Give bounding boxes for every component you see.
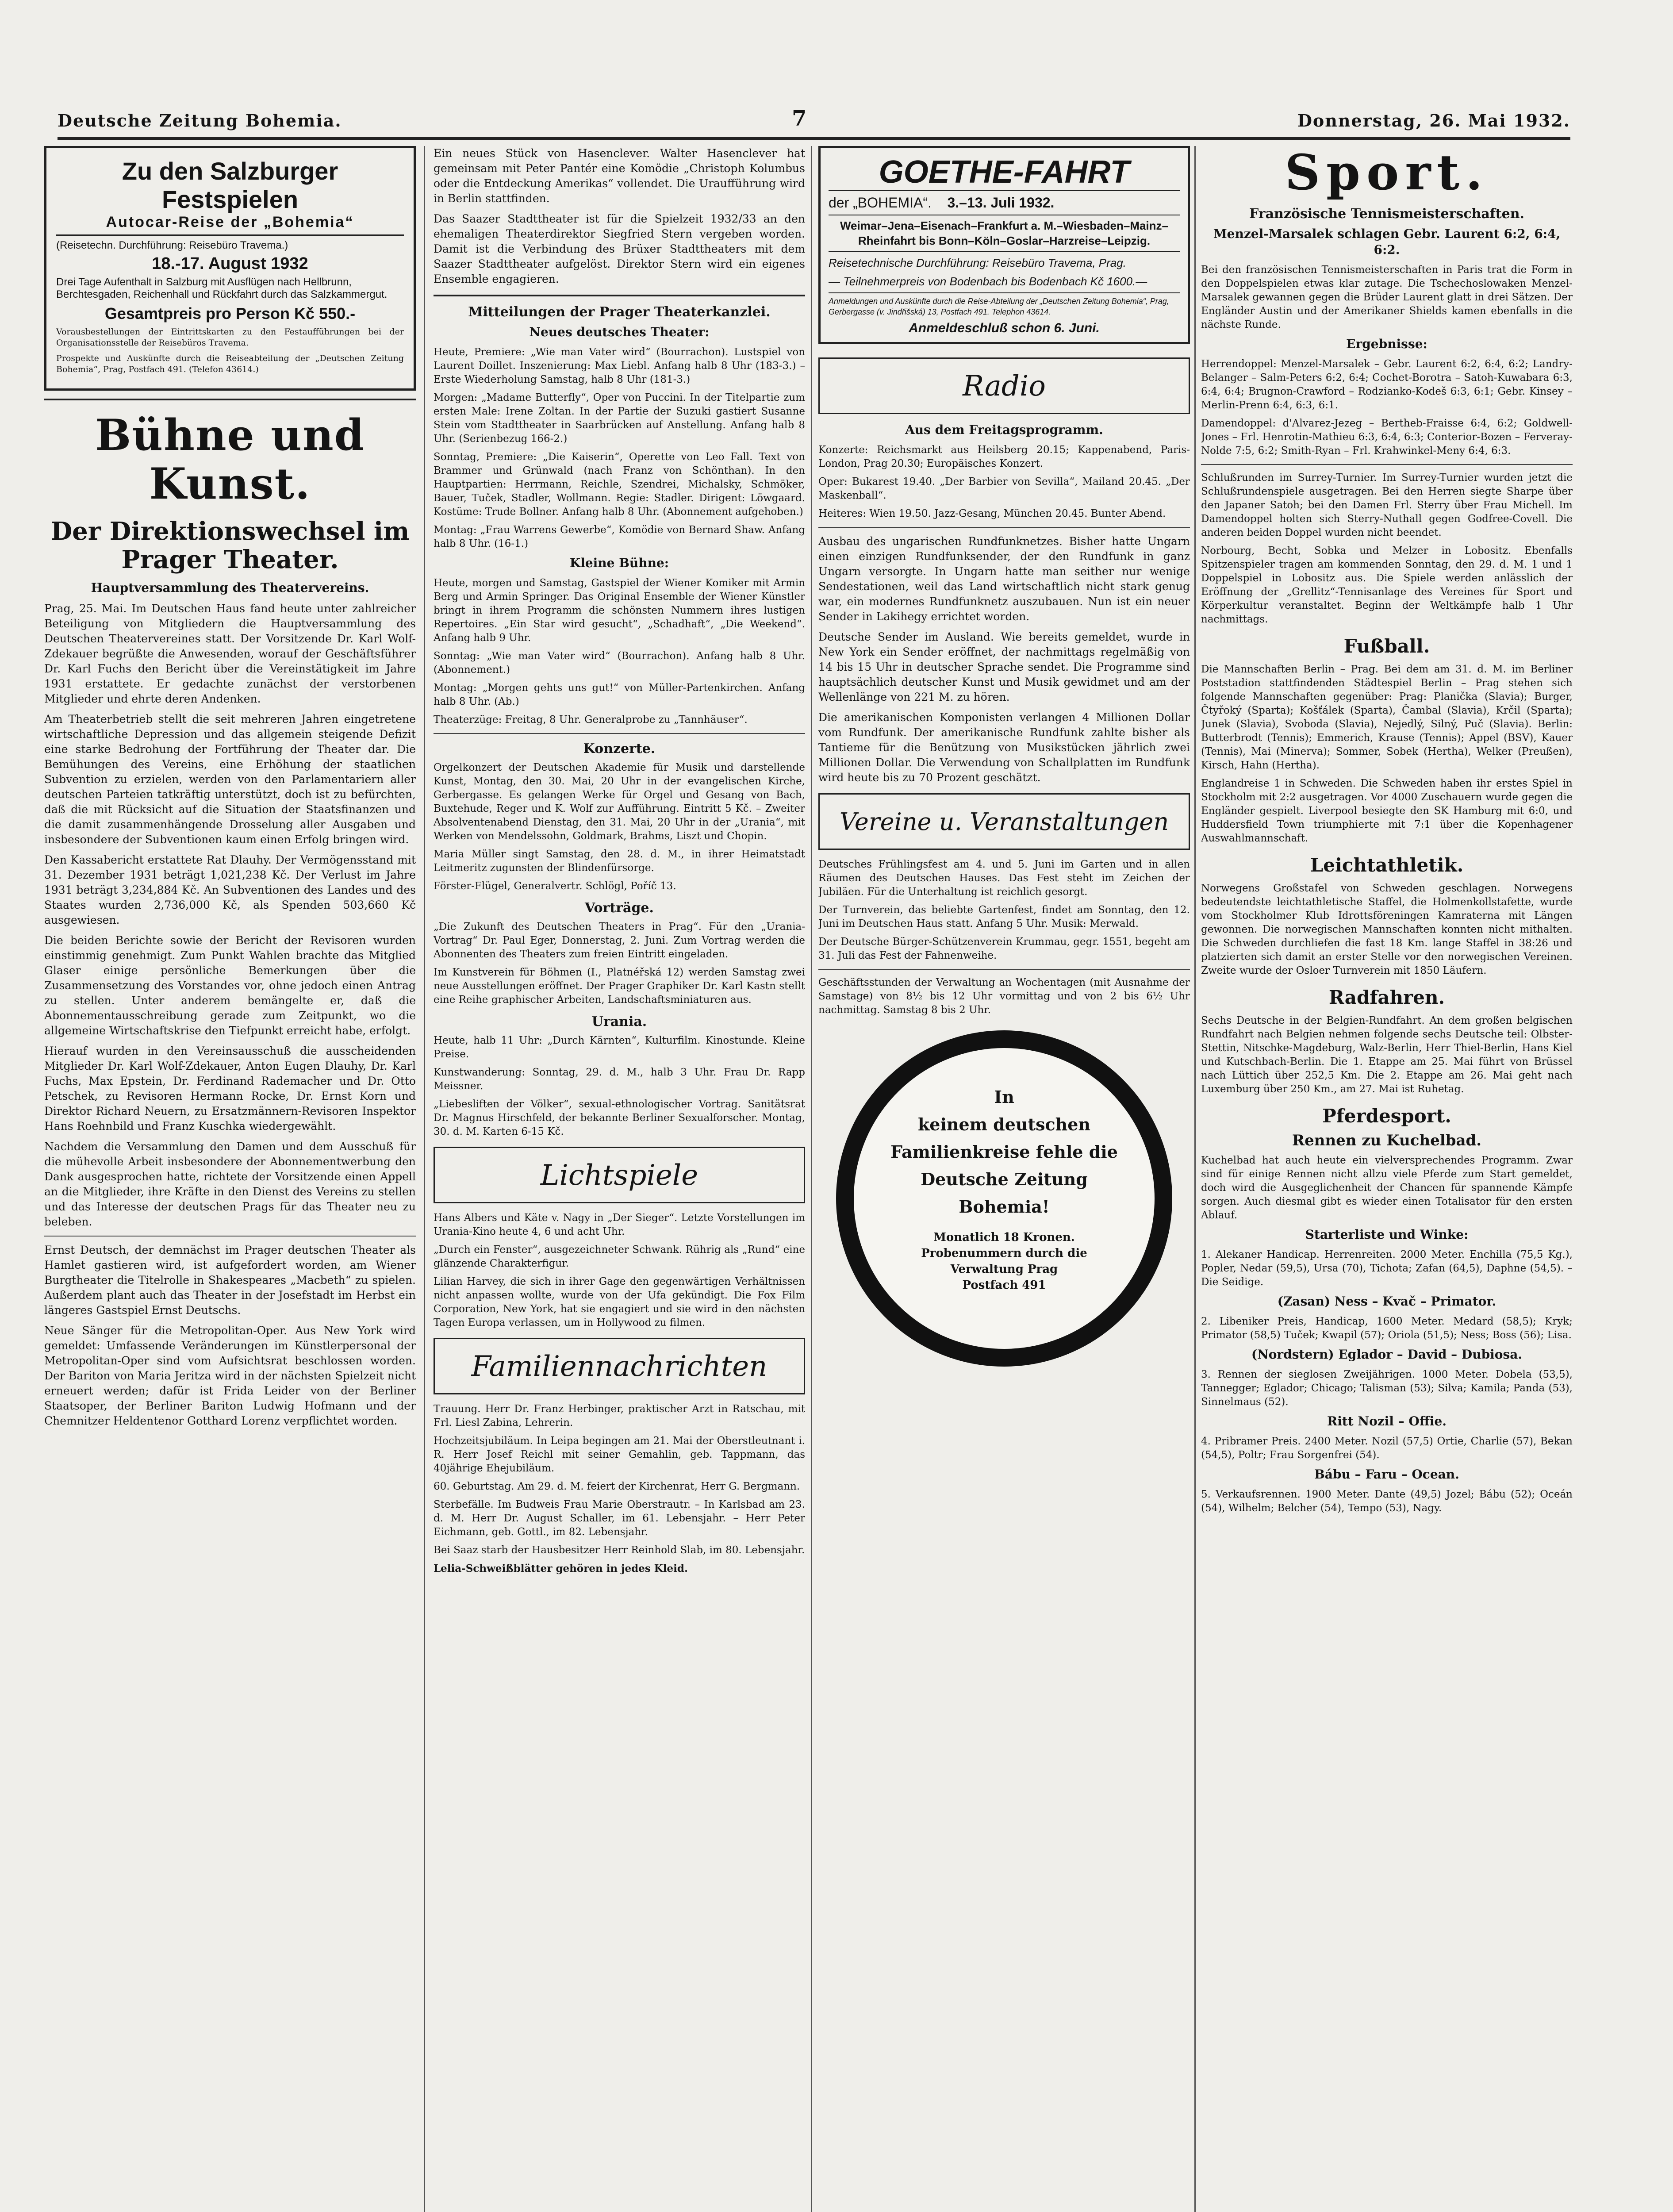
family-item: Trauung. Herr Dr. Franz Herbinger, praktischer Arzt in Ratschau, mit Frl. Liesl Zabina, Lehrerin. xyxy=(434,1403,805,1429)
radio-article: Ausbau des ungarischen Rundfunknetzes. Bisher hatte Ungarn einen einzigen Rundfunksender, der den Rundfunk in ganz Ungarn versorgte. In Ungarn hatte man seither nur wenige Sendestationen, weil das Land wirtschaftlich nicht stark genug war, ein modernes Rundfunknetz auszubauen. Nun ist ein neuer Sender in Lakihegy errichtet worden. xyxy=(818,535,1190,623)
konzert-item: Förster-Flügel, Generalvertr. Schlögl, Poříč 13. xyxy=(434,880,676,892)
divider xyxy=(434,733,805,734)
family-item: Hochzeitsjubiläum. In Leipa begingen am 21. Mai der Oberstleutnant i. R. Herr Josef Reichl mit seiner Gemahlin, geb. Tappmann, das 40jährige Ehejubiläum. xyxy=(434,1435,805,1474)
pferdesport-paragraph: Kuchelbad hat auch heute ein vielversprechendes Programm. Zwar sind für einige Rennen nicht allzu viele Pferde zum Start gemeldet, doch wird die Ausgeglichenheit der Chancen für spannende Kämpfe sorgen. Auch diesmal gibt es wieder einen Totalisator für den ersten Ablauf. xyxy=(1201,1155,1573,1221)
column-divider xyxy=(424,146,425,2212)
divider xyxy=(434,295,805,296)
divider xyxy=(818,527,1190,528)
news-item: Neue Sänger für die Metropolitan-Oper. Aus New York wird gemeldet: Umfassende Veränderungen im Künstlerpersonal der Metropolitan-Oper sind vom Aufsichtsrat beschlossen worden. Der Bariton von Maria Jeritza wird in der nächsten Spielzeit nicht erneuert werden; dafür ist Frida Leider von der Berliner Staatsoper, der Berliner Bariton Ludwig Hofmann und der Chemnitzer Heldentenor Gotthard Lorenz verpflichtet worden. xyxy=(44,1324,416,1427)
urania-heading: Urania. xyxy=(591,1014,647,1029)
fussball-paragraph: Englandreise 1 in Schweden. Die Schweden haben ihr erstes Spiel in Stockholm mit 2:2 ausgetragen. Vor 4000 Zuschauern wurde gegen die Engländer gespielt. Liverpool besiegte den SK Hamburg mit 6:0, und Huddersfield Town triumphierte mit 7:1 über die Kopenhagener Auswahlmannschaft. xyxy=(1201,778,1573,844)
vortrag-item: Im Kunstverein für Böhmen (I., Platnéřská 12) werden Samstag zwei neue Ausstellungen eröffnet. Der Prager Graphiker Dr. Karl Kastn stellt eine Reihe graphischer Arbeiten, Landschaftsminiaturen aus. xyxy=(434,967,805,1006)
column-divider xyxy=(811,146,812,2212)
radio-subheading: Aus dem Freitagsprogramm. xyxy=(905,422,1103,437)
page-number: 7 xyxy=(792,106,808,131)
kleine-buehne-heading: Kleine Bühne: xyxy=(569,556,669,570)
ad-line: Probenummern durch die xyxy=(921,1247,1087,1260)
verein-item: Der Deutsche Bürger-Schützenverein Krummau, gegr. 1551, begeht am 31. Juli das Fest der Fahnenweihe. xyxy=(818,936,1190,961)
tennis-results: Damendoppel: d'Alvarez-Jezeg – Bertheb-Fraisse 6:4, 6:2; Goldwell-Jones – Frl. Henrotin-Mathieu 6:3, 6:4, 6:3; Conterior-Bozen – Ferveray-Nolde 7:5, 6:2; Smith-Ryan – Frl. Krahwinkel-Meny 6:4, 6:3. xyxy=(1201,418,1573,457)
article-paragraph: Hierauf wurden in den Vereinsausschuß die ausscheidenden Mitglieder Dr. Karl Wolf-Zdekauer, Anton Eugen Dlauhy, Dr. Karl Fuchs, Max Epstein, Dr. Ferdinand Rademacher und Dr. Otto Petschek, zu Revisoren Hermann Rocke, Dr. Ernst Korn und Direktor Richard Neuern, zu Ersatzmännern-Revisoren Inspektor Hans Roehnbild und Franz Kuschka wiedergewählt. xyxy=(44,1045,416,1133)
family-item: Bei Saaz starb der Hausbesitzer Herr Reinhold Slab, im 80. Lebensjahr. xyxy=(434,1544,805,1556)
race-entry: 1. Alekaner Handicap. Herrenreiten. 2000 Meter. Enchilla (75,5 Kg.), Popler, Nedar (59,5), Ursa (70), Tichota; Zafan (64,5), Daphne (54,5). – Die Seidige. xyxy=(1201,1249,1573,1288)
ad-price: Gesamtpreis pro Person Kč 550.- xyxy=(104,304,356,323)
tennis-heading: Französische Tennismeisterschaften. xyxy=(1249,206,1524,222)
goethe-dates: 3.–13. Juli 1932. xyxy=(947,195,1055,211)
subscription-ad-text xyxy=(889,1083,1119,1293)
radio-item: Oper: Bukarest 19.40. „Der Barbier von Sevilla“, Mailand 20.45. „Der Maskenball“. xyxy=(818,476,1190,501)
goethe-organizer: Reisetechnische Durchführung: Reisebüro Travema, Prag. xyxy=(829,256,1126,269)
pferdesport-heading: Pferdesport. xyxy=(1322,1105,1451,1127)
theater-item: Montag: „Morgen gehts uns gut!“ von Müller-Partenkirchen. Anfang halb 8 Uhr. (Ab.) xyxy=(434,682,805,707)
theater-subheading: Neues deutsches Theater: xyxy=(529,325,710,339)
race-entry: 3. Rennen der sieglosen Zweijährigen. 1000 Meter. Dobela (53,5), Tannegger; Eglador; Chicago; Talisman (53); Silva; Kamila; Panda (53), Sinnelmaus (52). xyxy=(1201,1369,1573,1408)
goethe-route: Weimar–Jena–Eisenach–Frankfurt a. M.–Wiesbaden–Mainz–Rheinfahrt bis Bonn–Köln–Goslar–Harzreise–Leipzig. xyxy=(829,215,1180,252)
advert-line: Lelia-Schweißblätter gehören in jedes Kleid. xyxy=(434,1563,688,1575)
goethe-line xyxy=(829,195,1180,211)
fussball-paragraph: Die Mannschaften Berlin – Prag. Bei dem am 31. d. M. im Berliner Poststadion stattfindenden Städtespiel Berlin – Prag stehen sich folgende Mannschaften gegenüber: Prag: Planička (Slavia); Burger, Čtyřoký (Sparta); Košťálek (Sparta), Čambal (Slavia), Krčil (Sparta); Junek (Slavia), Svoboda (Slavia), Nejedlý, Silný, Puč (Slavia). Berlin: Butterbrodt (Tennis); Emmerich, Krause (Tennis); Appel (BSV), Kauer (Tennis), Mai (Minerva); Sommer, Sobek (Hertha), Welker (Preußen), Kirsch, Hahn (Hertha). xyxy=(1201,664,1573,771)
ad-line: Deutsche Zeitung Bohemia! xyxy=(921,1169,1088,1217)
issue-date: Donnerstag, 26. Mai 1932. xyxy=(1297,111,1570,131)
race-entry: 2. Libeniker Preis, Handicap, 1600 Meter. Medard (58,5); Kryk; Primator (58,5) Tuček; Kwapil (57); Oriola (51,5); Ness; Boss (56); Lisa. xyxy=(1201,1316,1573,1341)
article-paragraph: Die beiden Berichte sowie der Bericht der Revisoren wurden einstimmig genehmigt. Zum Punkt Wahlen brachte das Mitglied Glaser einige persönliche Bemerkungen über die Zusammensetzung des Vorstandes vor, ohne jedoch einen Antrag zu stellen. Unter anderem bemängelte er, daß die Abonnementausschreibung gerade zum Zeitpunkt, wo die allgemeine Wirtschaftskrise den Tiefpunkt erreicht habe, erfolgt. xyxy=(44,934,416,1037)
tennis-results: Herrendoppel: Menzel-Marsalek – Gebr. Laurent 6:2, 6:4, 6:2; Landry-Belanger – Salm-Peters 6:2, 6:4; Cochet-Borotra – Satoh-Kuwabara 6:3, 6:4, 6:4; Brugnon-Crawford – Rodzianko-Kodeš 6:3, 6:1; Gebr. Kinsey – Merlin-Prenn 6:4, 6:3, 6:1. xyxy=(1201,358,1573,411)
lichtspiele-box xyxy=(434,1147,805,1203)
leichtathletik-heading: Leichtathletik. xyxy=(1310,854,1464,876)
theater-item: Sonntag, Premiere: „Die Kaiserin“, Operette von Leo Fall. Text von Brammer und Grünwald (nach Franz von Schönthan). In den Hauptpartien: Herrmann, Reichle, Szendrei, Michalsky, Schmöker, Bauer, Tuček, Stadler, Wollmann. Regie: Stadler. Dirigent: Löwgaard. Kostüme: Trude Bollner. Anfang halb 8 Uhr. (Abonnement aufgehoben.) xyxy=(434,451,805,518)
vereine-box xyxy=(818,793,1190,850)
lichtspiele-heading: Lichtspiele xyxy=(540,1159,698,1192)
family-item: Sterbefälle. Im Budweis Frau Marie Oberstrautr. – In Karlsbad am 23. d. M. Herr Dr. August Schaller, im 61. Lebensjahr. – Herr Peter Eichmann, geb. Gottl., im 82. Lebensjahr. xyxy=(434,1499,805,1538)
radfahren-heading: Radfahren. xyxy=(1328,987,1445,1008)
race-entry: 5. Verkaufsrennen. 1900 Meter. Dante (49,5) Jozel; Bábu (52); Oceán (54), Wilhelm; Belcher (54), Tempo (53), Nagy. xyxy=(1201,1489,1573,1514)
divider xyxy=(44,1236,416,1237)
running-header xyxy=(58,106,1570,140)
familiennachrichten-heading: Familiennachrichten xyxy=(471,1350,767,1383)
ad-organizer: (Reisetechn. Durchführung: Reisebüro Travema.) xyxy=(56,239,288,251)
article-paragraph: Prag, 25. Mai. Im Deutschen Haus fand heute unter zahlreicher Beteiligung von Mitgliedern die Hauptversammlung des Deutschen Theatervereines statt. Der Vorsitzende Dr. Karl Wolf-Zdekauer begrüßte die Anwesenden, worauf der Geschäftsführer Dr. Karl Fuchs den Bericht über die Vereinstätigkeit im Jahre 1931 erstattete. Er gedachte zunächst der verstorbenen Mitglieder und ehrte deren Andenken. xyxy=(44,602,416,705)
subscription-ad xyxy=(836,1030,1172,1367)
vortrag-item: „Die Zukunft des Deutschen Theaters in Prag“. Für den „Urania-Vortrag“ Dr. Paul Eger, Donnerstag, 2. Juni. Zum Vortrag werden die Abonnenten des Theaters zum freien Eintritt eingeladen. xyxy=(434,921,805,960)
goethe-fahrt-ad xyxy=(818,146,1190,344)
urania-item: „Liebesliften der Völker“, sexual-ethnologischer Vortrag. Sanitätsrat Dr. Magnus Hirschfeld, der bekannte Berliner Sexualforscher. Montag, 30. d. M. Karten 6-15 Kč. xyxy=(434,1098,805,1137)
film-item: „Durch ein Fenster“, ausgezeichneter Schwank. Rührig als „Rund“ eine glänzende Charakterfigur. xyxy=(434,1244,805,1269)
divider xyxy=(44,399,416,400)
ad-line: Verwaltung Prag xyxy=(950,1263,1058,1276)
film-item: Hans Albers und Käte v. Nagy in „Der Sieger“. Letzte Vorstellungen im Urania-Kino heute 4, 6 und acht Uhr. xyxy=(434,1212,805,1237)
article-subtitle: Hauptversammlung des Theatervereins. xyxy=(91,580,369,595)
office-hours: Geschäftsstunden der Verwaltung an Wochentagen (mit Ausnahme der Samstage) von 8½ bis 12 Uhr vormittag und von 2 bis 6½ Uhr nachmittag. Samstag 8 bis 2 Uhr. xyxy=(818,977,1190,1016)
radio-article: Deutsche Sender im Ausland. Wie bereits gemeldet, wurde in New York ein Sender eröffnet, der nachmittags regelmäßig von 14 bis 15 Uhr in deutscher Sprache sendet. Die Programme sind hauptsächlich deutscher Kunst und Musik gewidmet und am der Wellenlänge von 221 M. zu hören. xyxy=(818,630,1190,703)
ad-line: keinem deutschen xyxy=(917,1114,1091,1134)
column-divider xyxy=(1194,146,1196,2212)
film-item: Lilian Harvey, die sich in ihrer Gage den gegenwärtigen Verhältnissen nicht anpassen wollte, wurde von der Ufa gekündigt. Die Fox Film Corporation, New York, hat sie engagiert und sie wird in den nächsten Tagen Europa verlassen, um in Hollywood zu filmen. xyxy=(434,1276,805,1329)
tennis-paragraph: Norbourg, Becht, Sobka und Melzer in Lobositz. Ebenfalls Spitzenspieler tragen am kommenden Sonntag, den 29. d. M. 1 und 1 Doppelspiel in Lobositz aus. Die Spiele werden anlässlich der Eröffnung der „Grellitz“-Tennisanlage des Vereines für Sport und Körperkultur veranstaltet. Beginn der Weltkämpfe halb 1 Uhr nachmittags. xyxy=(1201,545,1573,625)
news-item: Ernst Deutsch, der demnächst im Prager deutschen Theater als Hamlet gastieren wird, ist aufgefordert worden, am Wiener Burgtheater die Titelrolle in Shakespeares „Macbeth“ zu spielen. Außerdem plant auch das Theater in der Josefstadt im Herbst ein längeres Gastspiel Ernst Deutschs. xyxy=(44,1244,416,1317)
race-tip: (Zasan) Ness – Kvač – Primator. xyxy=(1277,1294,1496,1309)
urania-item: Heute, halb 11 Uhr: „Durch Kärnten“, Kulturfilm. Kinostunde. Kleine Preise. xyxy=(434,1035,805,1060)
theater-item: Theaterzüge: Freitag, 8 Uhr. Generalprobe zu „Tannhäuser“. xyxy=(434,714,748,726)
verein-item: Der Turnverein, das beliebte Gartenfest, findet am Sonntag, den 12. Juni im Deutschen Haus statt. Anfang 5 Uhr. Musik: Merwald. xyxy=(818,904,1190,929)
theater-item: Heute, Premiere: „Wie man Vater wird“ (Bourrachon). Lustspiel von Laurent Doillet. Inszenierung: Max Liebl. Anfang halb 8 Uhr (183-3.) – Erste Wiederholung Samstag, halb 8 Uhr (181-3.) xyxy=(434,346,805,385)
column-3 xyxy=(818,146,1190,2212)
radio-item: Konzerte: Reichsmarkt aus Heilsberg 20.15; Kappenabend, Paris-London, Prag 20.30; Europäisches Konzert. xyxy=(818,444,1190,469)
theater-item: Montag: „Frau Warrens Gewerbe“, Komödie von Bernard Shaw. Anfang halb 8 Uhr. (16-1.) xyxy=(434,524,805,549)
race-entry: 4. Pribramer Preis. 2400 Meter. Nozil (57,5) Ortie, Charlie (57), Bekan (54,5), Poltr; Frau Sorgenfrei (54). xyxy=(1201,1436,1573,1461)
section-title: Bühne und Kunst. xyxy=(95,410,365,509)
family-item: 60. Geburtstag. Am 29. d. M. feiert der Kirchenrat, Herr G. Bergmann. xyxy=(434,1481,800,1492)
race-tip: Bábu – Faru – Ocean. xyxy=(1314,1467,1459,1482)
ad-subtitle: Autocar-Reise der „Bohemia“ xyxy=(56,214,404,236)
starter-heading: Starterliste und Winke: xyxy=(1305,1227,1469,1242)
ad-line: Familienkreise fehle die xyxy=(890,1142,1118,1162)
pferdesport-subheading: Rennen zu Kuchelbad. xyxy=(1292,1132,1482,1149)
paper-title: Deutsche Zeitung Bohemia. xyxy=(58,111,342,131)
divider xyxy=(818,969,1190,970)
ad-dates: 18.-17. August 1932 xyxy=(152,254,308,273)
column-2 xyxy=(434,146,805,2212)
ad-title: Zu den Salzburger Festspielen xyxy=(122,157,338,213)
race-tip: (Nordstern) Eglador – David – Dubiosa. xyxy=(1251,1347,1523,1362)
ad-line: Postfach 491 xyxy=(962,1279,1046,1292)
urania-item: Kunstwanderung: Sonntag, 29. d. M., halb 3 Uhr. Frau Dr. Rapp Meissner. xyxy=(434,1067,805,1092)
familie-box xyxy=(434,1338,805,1394)
radfahren-paragraph: Sechs Deutsche in der Belgien-Rundfahrt. An dem großen belgischen Rundfahrt nach Belgien nehmen folgende sechs Deutsche teil: Olbster-Stettin, Nitschke-Magdeburg, Walz-Berlin, Herr Thiel-Berlin, Hans Kiel und Kutschbach-Berlin. Die 1. Etappe am 25. Mai führt von Brüssel nach Lüttich über 252,5 Km. Die 2. Etappe am 26. Mai geht nach Luxemburg über 250 Km., am 27. Mai ist Ruhetag. xyxy=(1201,1015,1573,1095)
vereine-heading: Vereine u. Veranstaltungen xyxy=(839,808,1169,836)
race-tip: Ritt Nozil – Offie. xyxy=(1327,1414,1447,1429)
ad-line: Monatlich 18 Kronen. xyxy=(933,1231,1075,1244)
theater-item: Morgen: „Madame Butterfly“, Oper von Puccini. In der Titelpartie zum ersten Male: Irene Zoltan. In der Partie der Suzuki gastiert Susanne Stein vom Stadttheater in Saarbrücken auf Anstellung. Anfang halb 8 Uhr. (Serienbezug 166-2.) xyxy=(434,392,805,445)
article-paragraph: Nachdem die Versammlung den Damen und dem Ausschuß für die mühevolle Arbeit insbesondere der Abonnementwerbung den Dank ausgesprochen hatte, richtete der Vorsitzende einen Appell an die Mitglieder, ihre Kräfte in den Dienst des Vereins zu stellen und das Interesse der deutschen Prags für das Theater neu zu beleben. xyxy=(44,1140,416,1228)
fussball-heading: Fußball. xyxy=(1343,635,1430,657)
konzerte-heading: Konzerte. xyxy=(583,741,656,757)
article-paragraph: Den Kassabericht erstattete Rat Dlauhy. Der Vermögensstand mit 31. Dezember 1931 beträgt 1,021,238 Kč. Der Verlust im Jahre 1931 beträgt 3,234,884 Kč. An Subventionen des Landes und des Staates wurden 2,736,000 Kč, als Spenden 503,660 Kč ausgewiesen. xyxy=(44,853,416,926)
tennis-paragraph: Schlußrunden im Surrey-Turnier. Im Surrey-Turnier wurden jetzt die Schlußrundenspiele ausgetragen. Bei den Herren siegte Sharpe über den Japaner Satoh; bei den Damen Frl. Sterry über Frau Michell. Im Damendoppel holten sich Sterry-Nuthall gegen Godfree-Covell. Die anderen beiden Doppel wurden nicht beendet. xyxy=(1201,472,1573,538)
tennis-subheading: Menzel-Marsalek schlagen Gebr. Laurent 6:2, 6:4, 6:2. xyxy=(1213,227,1561,257)
radio-item: Heiteres: Wien 19.50. Jazz-Gesang, München 20.45. Bunter Abend. xyxy=(818,508,1166,519)
ad-line: In xyxy=(994,1087,1014,1107)
radio-box xyxy=(818,357,1190,414)
sport-section-title: Sport. xyxy=(1285,146,1489,201)
column-4 xyxy=(1201,146,1573,2212)
konzert-item: Orgelkonzert der Deutschen Akademie für Musik und darstellende Kunst, Montag, den 30. Mai, 20 Uhr in der evangelischen Kirche, Gerbergasse. Es gelangen Werke für Orgel und Gesang von Bach, Buxtehude, Reger und K. Wolf zur Aufführung. Eintritt 5 Kč. – Zweiter Absolventenabend Dienstag, den 31. Mai, 20 Uhr in der „Urania“, mit Werken von Mendelssohn, Goldmark, Brahms, Liszt und Chopin. xyxy=(434,762,805,842)
goethe-paper: der „BOHEMIA“. xyxy=(829,195,932,211)
tennis-paragraph: Bei den französischen Tennismeisterschaften in Paris trat die Form in den Doppelspielen etwas klar zutage. Die Tschechoslowaken Menzel-Marsalek gewannen gegen die Brüder Laurent glatt in drei Sätzen. Der Engländer Austin und der Amerikaner Shields kamen ebenfalls in die nächste Runde. xyxy=(1201,264,1573,330)
news-item: Ein neues Stück von Hasenclever. Walter Hasenclever hat gemeinsam mit Peter Pantér eine Komödie „Christoph Kolumbus oder die Entdeckung Amerikas“ vollendet. Die Uraufführung wird in Berlin stattfinden. xyxy=(434,147,805,205)
column-1 xyxy=(44,146,416,2212)
ad-description: Drei Tage Aufenthalt in Salzburg mit Ausflügen nach Hellbrunn, Berchtesgaden, Reichenhall und Rückfahrt durch das Salzkammergut. xyxy=(56,276,388,300)
article-title: Der Direktionswechsel im Prager Theater. xyxy=(50,517,410,574)
goethe-title: GOETHE-FAHRT xyxy=(829,154,1180,191)
theater-item: Heute, morgen und Samstag, Gastspiel der Wiener Komiker mit Armin Berg und Armin Springer. Das Original Ensemble der Wiener Künstler bringt in ihrem Programm die schönsten Nummern ihres lustigen Repertoires. „Ein Star wird gesucht“, „Schadhaft“, „Die Weekend“. Anfang halb 9 Uhr. xyxy=(434,577,805,644)
konzert-item: Maria Müller singt Samstag, den 28. d. M., in ihrer Heimatstadt Leitmeritz zugunsten der Blindenfürsorge. xyxy=(434,849,805,874)
theater-heading: Mitteilungen der Prager Theaterkanzlei. xyxy=(468,304,771,320)
divider xyxy=(1201,464,1573,465)
leichtathletik-paragraph: Norwegens Großstafel von Schweden geschlagen. Norwegens bedeutendste leichtathletische Staffel, die Holmenkollstafette, wurde vom Stockholmer Klub Idrottsföreningen Kamraterna mit Längen gewonnen. Die norwegischen Mannschaften konnten nicht mithalten. Die Schweden durchliefen die fast 18 Km. lange Staffel in 38:26 und platzierten sich damit an erster Stelle vor den norwegischen Vereinen. Zweite wurde der Osloer Turnverein mit 1850 Läufern. xyxy=(1201,883,1573,976)
ad-note: Vorausbestellungen der Eintrittskarten zu den Festaufführungen bei der Organisationsstelle der Reisebüros Travema. xyxy=(56,327,404,348)
radio-article: Die amerikanischen Komponisten verlangen 4 Millionen Dollar vom Rundfunk. Der amerikanische Rundfunk zahlte bisher als Tantieme für die Benützung von Musikstücken jährlich zwei Millionen Dollar. Die Verwendung von Schallplatten im Rundfunk wird heute bis zu 70 Prozent geschätzt. xyxy=(818,711,1190,784)
salzburg-ad xyxy=(44,146,416,391)
verein-item: Deutsches Frühlingsfest am 4. und 5. Juni im Garten und in allen Räumen des Deutschen Hauses. Das Fest steht im Zeichen der Jubiläen. Für die Unterhaltung ist reichlich gesorgt. xyxy=(818,859,1190,898)
goethe-price: — Teilnehmerpreis von Bodenbach bis Bodenbach Kč 1600.— xyxy=(829,275,1147,288)
vortraege-heading: Vorträge. xyxy=(585,900,654,916)
goethe-note: Anmeldungen und Auskünfte durch die Reise-Abteilung der „Deutschen Zeitung Bohemia“, Prag, Gerbergasse (v. Jindřišská) 13, Postfach 491. Telephon 43614. xyxy=(829,292,1180,317)
news-item: Das Saazer Stadttheater ist für die Spielzeit 1932/33 an den ehemaligen Theaterdirektor Siegfried Stern vergeben worden. Damit ist die Verbindung des Brüxer Stadttheaters mit dem Saazer Stadttheater aufgelöst. Direktor Stern wird ein eigenes Ensemble engagieren. xyxy=(434,212,805,285)
results-label: Ergebnisse: xyxy=(1346,337,1427,351)
article-paragraph: Am Theaterbetrieb stellt die seit mehreren Jahren eingetretene wirtschaftliche Depression und das allgemein steigende Defizit eine starke Bedrohung der Fortführung der Theater dar. Die Bemühungen des Vereins, eine Erhöhung der staatlichen Subvention zu erzielen, werden von den Parlamentariern aller deutschen Parteien tatkräftig unterstützt, doch ist zu befürchten, daß die mit Rücksicht auf die Situation der Staatsfinanzen und die damit zusammenhängende Drosselung aller Ausgaben und insbesondere der Subventionen kaum einen Erfolg bringen wird. xyxy=(44,713,416,846)
radio-heading: Radio xyxy=(963,370,1046,403)
goethe-deadline: Anmeldeschluß schon 6. Juni. xyxy=(909,321,1100,335)
ad-note: Prospekte und Auskünfte durch die Reiseabteilung der „Deutschen Zeitung Bohemia“, Prag, Postfach 491. (Telefon 43614.) xyxy=(56,353,404,374)
theater-item: Sonntag: „Wie man Vater wird“ (Bourrachon). Anfang halb 8 Uhr. (Abonnement.) xyxy=(434,650,805,676)
